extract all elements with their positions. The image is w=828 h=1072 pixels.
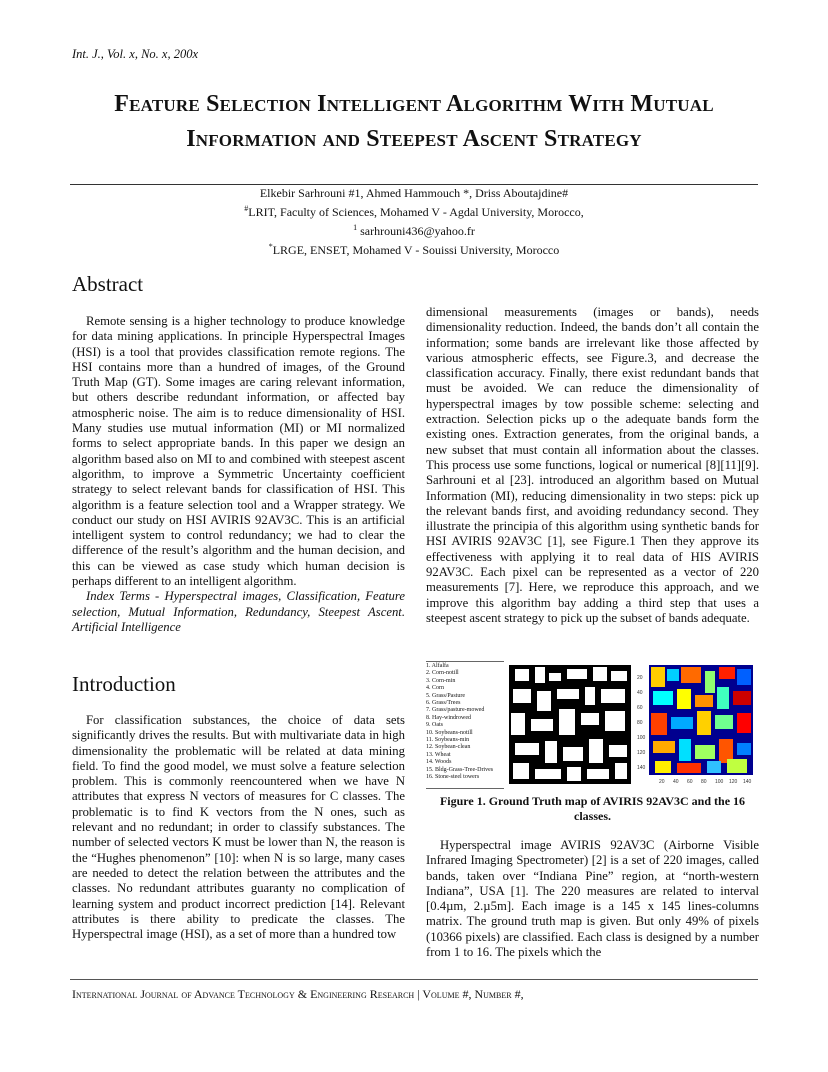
- legend-item: 6. Grass/Trees: [426, 700, 461, 707]
- title-rule: [70, 184, 758, 185]
- legend-item: 2. Corn-notill: [426, 670, 459, 677]
- affiliation-1: #LRIT, Faculty of Sciences, Mohamed V - Agdal University, Morocco,: [244, 204, 584, 219]
- legend-item: 10. Soybeans-notill: [426, 729, 473, 736]
- class-legend: [426, 661, 504, 789]
- x-tick-label: 120: [729, 779, 738, 785]
- x-tick-label: 40: [673, 779, 679, 785]
- right-column-top: [426, 305, 759, 626]
- y-tick-label: 120: [637, 750, 646, 756]
- legend-item: 1. Alfalfa: [426, 663, 449, 669]
- x-tick-label: 80: [701, 779, 707, 785]
- x-tick-label: 140: [743, 779, 752, 785]
- figure-1: [426, 661, 759, 791]
- abstract-paragraph: Remote sensing is a higher technology to produce knowledge for data mining applications. In principle Hyperspectral Images (HSI) is a tool that provides classification remote regions. The HSI contains more than a hundred of images, of the Ground Truth Map (GT). Some images are caring relevant information, but others describe redundant information, or affected bay atmospheric noise. The aim is to reduce dimensionality of HSI. Many studies use mutual information (MI) or MI normalized forms to select appropriate bands. In this paper we design an algorithm based also on MI to and combined with steepest ascent algorithm, to improve a Symmetric Uncertainty coefficient strategy to select relevant bands for classification of HSI. This algorithm is a feature selection tool and a Wrapper strategy. We conduct our study on HSI AVIRIS 92AV3C. This is an artificial intelligent system to control redundancy; we had to clear the difference of the result’s algorithm and the human decision, and this can be viewed as case study which human decision is perhaps different to an intelligent algorithm.: [72, 314, 405, 589]
- introduction-heading: Introduction: [72, 672, 176, 696]
- legend-item: 8. Hay-windrowed: [426, 714, 471, 721]
- ground-truth-color-map: [637, 663, 757, 786]
- y-tick-label: 60: [637, 705, 643, 711]
- footer-rule: [70, 979, 758, 980]
- y-tick-label: 100: [637, 735, 646, 741]
- legend-item: 14. Woods: [426, 759, 452, 766]
- abstract-heading: Abstract: [72, 272, 144, 296]
- y-tick-label: 40: [637, 690, 643, 696]
- x-tick-label: 20: [659, 779, 665, 785]
- legend-item: 4. Corn: [426, 685, 444, 692]
- x-tick-label: 100: [715, 779, 724, 785]
- journal-footer: International Journal of Advance Technology & Engineering Research | Volume #, Number #,: [72, 987, 524, 1001]
- legend-item: 7. Grass/pasture-mowed: [426, 707, 485, 714]
- figure-caption: Figure 1. Ground Truth map of AVIRIS 92AV3C and the 16 classes.: [439, 794, 746, 823]
- legend-item: 13. Wheat: [426, 751, 451, 758]
- introduction-body: [72, 713, 405, 942]
- legend-item: 15. Bldg-Grass-Tree-Drives: [426, 766, 494, 773]
- legend-item: 9. Oats: [426, 722, 443, 729]
- y-tick-label: 140: [637, 765, 646, 771]
- legend-item: 3. Corn-min: [426, 677, 456, 684]
- author-email: $^1$ sarhrouni436@yahoo.fr: [353, 223, 475, 238]
- y-tick-label: 80: [637, 720, 643, 726]
- author-block: [70, 186, 758, 258]
- abstract-body: [72, 314, 405, 635]
- ground-truth-bw-map: [505, 663, 635, 786]
- introduction-paragraph: For classification substances, the choice of data sets significantly drives the results. But with multivariate data in high dimensionality the problematic will be related at data mining field. To find the good model, we must solve a feature selection problem. This is commonly reencountered when we have N attributes that express N vectors of measures for C classes. The problematic is to find K vectors from the N ones, such as relevant and no redundant; in order to classify substances. The number of selected vectors K must be lower than N, the reason is the “Hughes phenomenon” [10]: when N is so large, many cases are needed to detect the relation between the attributes and the classes. No redundant attributes guaranty no complication of learning system and product incorrect prediction [14]. Relevant attributes is there ability to predicate the classes. The Hyperspectral image (HSI), as a set of more than a hundred tow: [72, 713, 405, 942]
- author-names: Elkebir Sarhrouni #1, Ahmed Hammouch *, Driss Aboutajdine#: [259, 186, 569, 200]
- paper-title: Feature Selection Intelligent Algorithm With Mutual Information and Steepest Ascent Strategy: [114, 91, 714, 153]
- y-tick-label: 20: [637, 675, 643, 681]
- right-column-paragraph-2: Hyperspectral image AVIRIS 92AV3C (Airborne Visible Infrared Imaging Spectrometer) [2] is a set of 220 images, called bands, taken over “Indiana Pine” region, at “north-western Indiana”, USA [1]. The 220 measures are related to interval [0.4µm, 2.µ5m]. Each image is a 145 x 145 lines-columns matrix. The ground truth map is given. But only 49% of pixels (10366 pixels) are classified. Each class is designed by a number from 1 to 16. The pixels which the: [426, 838, 759, 960]
- legend-item: 12. Soybean-clean: [426, 744, 471, 751]
- x-tick-label: 60: [687, 779, 693, 785]
- right-column-bottom: [426, 838, 759, 960]
- legend-item: 5. Grass/Pasture: [426, 692, 465, 699]
- running-head: Int. J., Vol. x, No. x, 200x: [72, 47, 199, 61]
- legend-item: 16. Stone-steel towers: [426, 774, 480, 781]
- index-terms: Index Terms - Hyperspectral images, Classification, Feature selection, Mutual Information, Redundancy, Steepest Ascent. Artificial Intelligence: [72, 589, 405, 634]
- legend-item: 11. Soybeans-min: [426, 737, 470, 744]
- affiliation-2: *LRGE, ENSET, Mohamed V - Souissi University, Morocco: [268, 242, 560, 257]
- right-column-paragraph-1: dimensional measurements (images or bands), needs dimensionality reduction. Indeed, the bands don’t all contain the information; some bands are irrelevant like those affected by various atmospheric effects, see Figure.3, and decrease the classification accuracy. Finally, there exist redundant bands that must be avoided. We can reduce the dimensionality of hyperspectral images by tow possible scheme: selecting and extraction. Selection picks up o the adequate bands form the existing ones. Extraction generates, from the original bands, a new subset that must contain all information about the classes. This process use some functions, logical or numerical [8][11][9]. Sarhrouni et al [23]. introduced an algorithm based on Mutual Information (MI), reducing dimensionality in two steps: pick up the relevant bands first, and avoiding redundancy second. They illustrate the principia of this algorithm using synthetic bands for HSI AVIRIS 92AV3C [1], see Figure.1 Then they approve its effectiveness with applying it to real data of HIS AVIRIS 92AV3C. Each pixel can be represented as a vector of 220 measurements [7]. Here, we reproduce this approach, and we improve this algorithm bay adding a third step that uses a steepest ascent strategy to pick up the subset of bands adequate.: [426, 305, 759, 625]
